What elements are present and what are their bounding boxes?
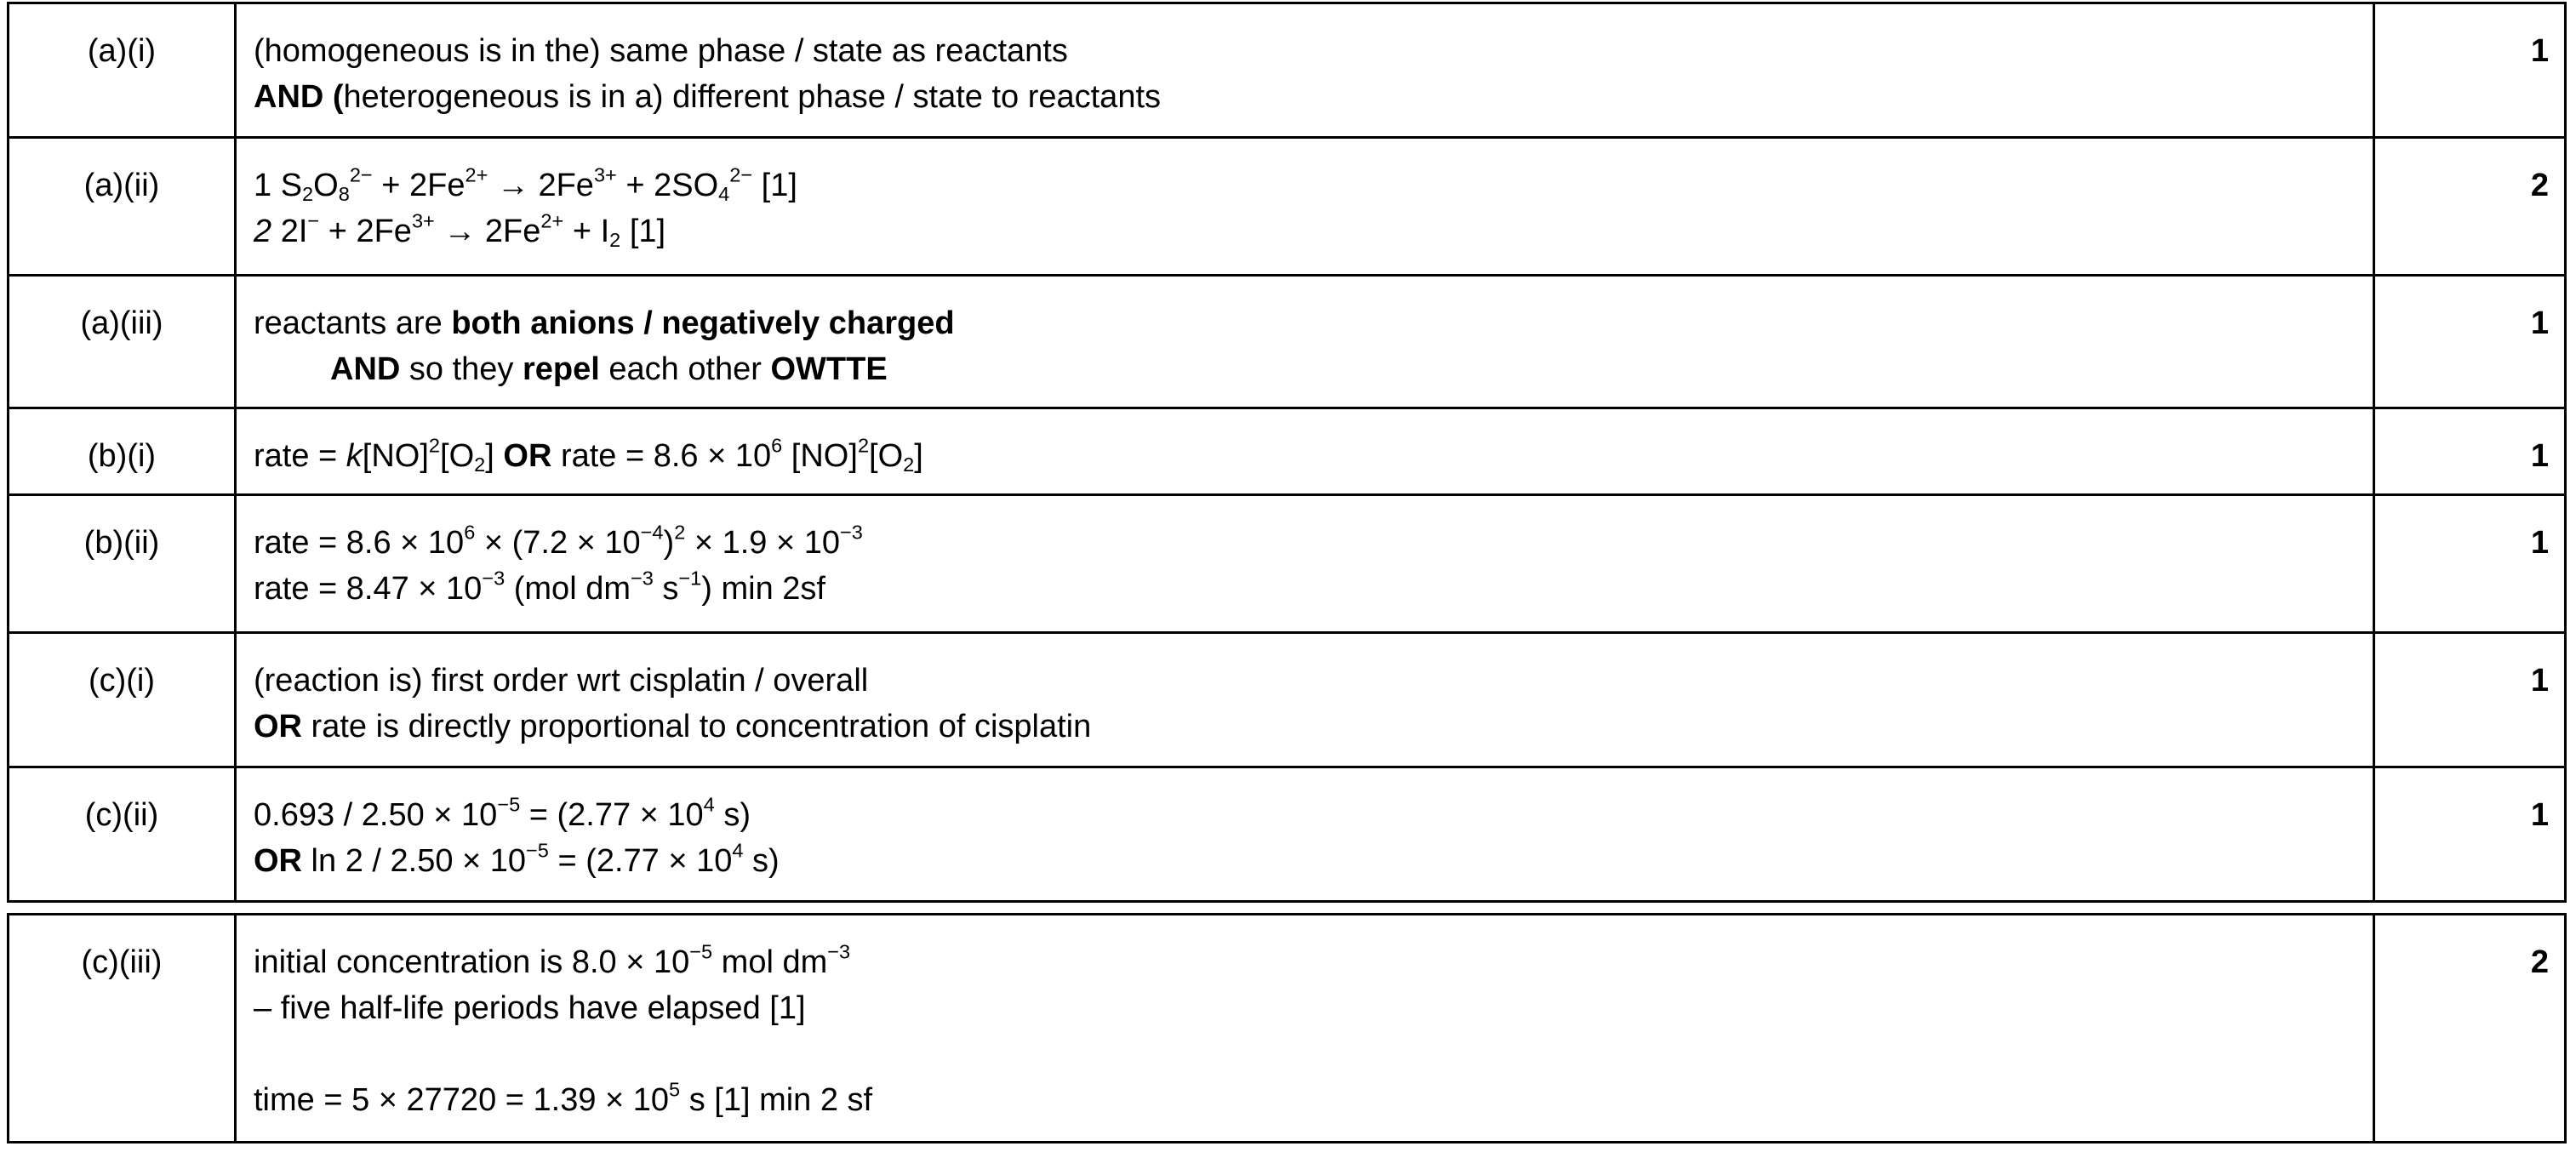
answer-line [254, 163, 2373, 208]
answer-text: ] [485, 438, 504, 474]
answer-text: −3 [630, 567, 654, 590]
answer-text: ln 2 / 2.50 × 10 [302, 843, 527, 879]
answer-text: AND ( [254, 79, 344, 115]
table-row [9, 915, 2566, 1143]
answer-text: [NO] [782, 438, 858, 474]
answer-text: −1 [678, 567, 702, 590]
answer-text: OR [254, 843, 302, 879]
answer-text: [1] [752, 168, 797, 203]
answer-text: 5 [669, 1078, 681, 1101]
answer-text: 4 [703, 793, 715, 816]
answer-cell [236, 3, 2374, 138]
answer-text: O [313, 168, 339, 203]
answer-text: 2− [349, 163, 373, 186]
answer-text: −5 [689, 940, 713, 963]
answer-text: s) [714, 797, 751, 833]
answer-text: 1 S [254, 168, 303, 203]
answer-text: so they [400, 351, 523, 387]
answer-text: – five half-life periods have elapsed [1] [254, 990, 806, 1026]
answer-text: k [346, 438, 363, 474]
answer-cell [236, 915, 2374, 1143]
answer-cell [236, 633, 2374, 767]
answer-cell [236, 276, 2374, 408]
answer-text: reactants are [254, 305, 452, 341]
answer-text: −3 [482, 567, 505, 590]
answer-text: each other [599, 351, 771, 387]
answer-text: −4 [640, 521, 664, 544]
answer-cell [236, 495, 2374, 633]
answer-line [254, 939, 2373, 985]
answer-text: initial concentration is 8.0 × 10 [254, 944, 690, 980]
marks-cell: 1 [2374, 767, 2566, 902]
answer-text: ] [914, 438, 923, 474]
answer-text: − [307, 209, 320, 232]
answer-text: 2 [857, 434, 870, 457]
answer-text: 2 [302, 182, 314, 205]
table-row [9, 276, 2566, 408]
answer-text: 6 [464, 521, 476, 544]
marks-cell: 2 [2374, 915, 2566, 1143]
answer-text: 3+ [593, 163, 617, 186]
question-number-cell: (c)(i) [9, 633, 236, 767]
answer-line [254, 208, 2373, 254]
answer-text: 2 [428, 434, 441, 457]
answer-text: 8 [338, 182, 350, 205]
answer-line [254, 520, 2373, 566]
answer-text: 0.693 / 2.50 × 10 [254, 797, 498, 833]
question-number-cell: (b)(i) [9, 408, 236, 495]
question-number-cell: (b)(ii) [9, 495, 236, 633]
answer-text: rate = 8.47 × 10 [254, 571, 483, 607]
marks-cell: 1 [2374, 276, 2566, 408]
answer-text: × (7.2 × 10 [475, 525, 641, 561]
answer-text: s [653, 571, 679, 607]
answer-text: 4 [718, 182, 730, 205]
answer-text: (reaction is) first order wrt cisplatin / overall [254, 663, 869, 699]
question-number-cell: (c)(iii) [9, 915, 236, 1143]
answer-text: time = 5 × 27720 = 1.39 × 10 [254, 1082, 670, 1118]
answer-text: mol dm [712, 944, 828, 980]
answer-text: + I [563, 214, 610, 249]
answer-text: + 2Fe [319, 214, 412, 249]
answer-text: 2+ [540, 209, 564, 232]
answer-line [254, 985, 2373, 1031]
answer-text: both anions / negatively charged [451, 305, 955, 341]
marks-cell: 1 [2374, 3, 2566, 138]
mark-scheme-table-2 [7, 913, 2567, 1143]
answer-text: −3 [827, 940, 851, 963]
answer-text: → 2Fe [488, 168, 594, 203]
table-row [9, 138, 2566, 276]
answer-cell [236, 767, 2374, 902]
answer-text: ) [663, 525, 675, 561]
answer-text: heterogeneous is in a) different phase / state to reactants [343, 79, 1162, 115]
answer-text: AND [330, 351, 401, 387]
answer-text: s [1] min 2 sf [680, 1082, 873, 1118]
answer-line [254, 566, 2373, 612]
answer-line [254, 838, 2373, 884]
answer-text: OR [254, 709, 302, 744]
table-row [9, 495, 2566, 633]
question-number-cell: (c)(ii) [9, 767, 236, 902]
marks-cell: 1 [2374, 408, 2566, 495]
mark-scheme-table-1 [7, 2, 2567, 903]
answer-text: = (2.77 × 10 [520, 797, 704, 833]
answer-text: 2I [271, 214, 308, 249]
answer-text: [O [440, 438, 475, 474]
answer-text: ) min 2sf [701, 571, 825, 607]
answer-line [254, 792, 2373, 838]
answer-text: (homogeneous is in the) same phase / state as reactants [254, 33, 1068, 69]
answer-text: + 2Fe [372, 168, 466, 203]
marks-cell: 1 [2374, 633, 2566, 767]
answer-text: 3+ [411, 209, 435, 232]
answer-line [254, 433, 2373, 479]
answer-line [254, 1031, 2373, 1077]
question-number-cell: (a)(ii) [9, 138, 236, 276]
answer-text: × 1.9 × 10 [685, 525, 841, 561]
answer-text: 2 [254, 214, 272, 249]
answer-text: 4 [732, 839, 744, 862]
answer-text: −5 [497, 793, 521, 816]
answer-cell [236, 408, 2374, 495]
answer-text: (mol dm [505, 571, 631, 607]
answer-text: 6 [771, 434, 783, 457]
answer-text: 2 [903, 453, 915, 476]
answer-text: s) [743, 843, 780, 879]
answer-text: −5 [526, 839, 549, 862]
answer-line [254, 300, 2373, 346]
answer-text: rate = 8.6 × 10 [551, 438, 772, 474]
answer-text: −3 [840, 521, 863, 544]
answer-text: rate is directly proportional to concentration of cisplatin [302, 709, 1092, 744]
marks-cell: 2 [2374, 138, 2566, 276]
answer-text: 2− [729, 163, 753, 186]
table-row [9, 633, 2566, 767]
answer-text: repel [522, 351, 600, 387]
answer-line [254, 28, 2373, 74]
answer-text: 2 [609, 228, 621, 251]
answer-text: = (2.77 × 10 [548, 843, 733, 879]
answer-text: + 2SO [616, 168, 719, 203]
answer-text: [1] [620, 214, 666, 249]
answer-text: [O [869, 438, 904, 474]
answer-cell [236, 138, 2374, 276]
marks-cell: 1 [2374, 495, 2566, 633]
table-row [9, 3, 2566, 138]
table-row [9, 767, 2566, 902]
answer-text: OR [503, 438, 552, 474]
mark-scheme-body-1 [9, 3, 2566, 902]
answer-line [254, 658, 2373, 704]
mark-scheme-body-2 [9, 915, 2566, 1143]
answer-text: 2 [674, 521, 686, 544]
answer-text: → 2Fe [434, 214, 541, 249]
answer-text: 2+ [465, 163, 488, 186]
answer-line [254, 704, 2373, 750]
answer-line [254, 1077, 2373, 1123]
question-number-cell: (a)(i) [9, 3, 236, 138]
answer-text: 2 [474, 453, 486, 476]
table-row [9, 408, 2566, 495]
answer-text: [NO] [362, 438, 429, 474]
answer-line [254, 346, 2373, 392]
answer-text: OWTTE [770, 351, 888, 387]
answer-text: rate = 8.6 × 10 [254, 525, 465, 561]
answer-text: rate = [254, 438, 346, 474]
question-number-cell: (a)(iii) [9, 276, 236, 408]
answer-line [254, 74, 2373, 120]
